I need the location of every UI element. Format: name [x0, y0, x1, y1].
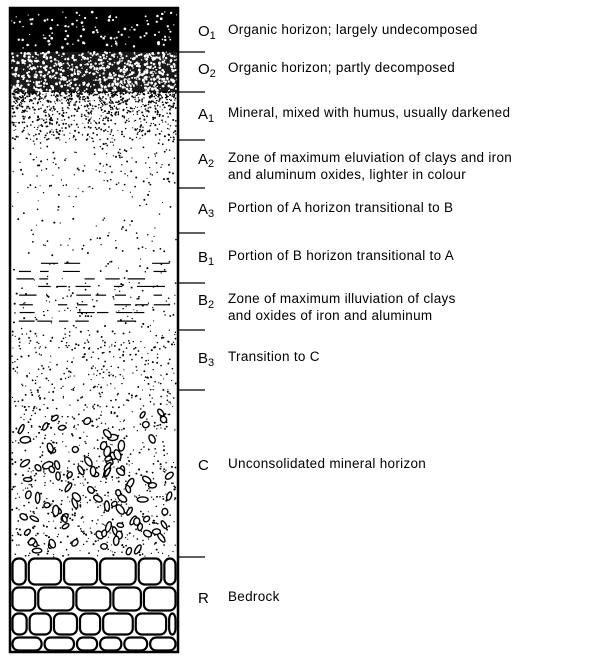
profile-fills [9, 8, 178, 651]
horizon-description: Unconsolidated mineral horizon [228, 456, 427, 471]
horizon-description: Zone of maximum eluviation of clays and iron [228, 150, 513, 165]
horizon-letter: A [198, 201, 209, 218]
horizon-subscript: 1 [208, 113, 215, 125]
horizon-code [198, 591, 209, 607]
horizon-subscript: 1 [209, 30, 216, 42]
horizon-description: Portion of A horizon transitional to B [228, 200, 454, 215]
horizon-letter: B [198, 249, 209, 266]
horizon-description: Mineral, mixed with humus, usually darkened [228, 105, 511, 120]
b2-dashes [19, 286, 169, 321]
horizon-description: Transition to C [228, 349, 320, 364]
horizon-letter: O [198, 23, 210, 40]
horizon-description: Organic horizon; partly decomposed [228, 60, 456, 75]
profile-column-outline [10, 8, 178, 652]
horizon-code [198, 458, 209, 474]
b1-stipple [13, 232, 177, 284]
horizon-subscript: 1 [208, 256, 215, 268]
horizon-code [198, 202, 214, 222]
b2-stipple [13, 282, 176, 329]
horizon-description: Organic horizon; largely undecomposed [228, 22, 478, 37]
horizon-description: Portion of B horizon transitional to A [228, 248, 455, 263]
horizon-letter: O [198, 61, 210, 78]
horizon-subscript: 2 [209, 68, 216, 80]
b1-dashes [17, 263, 170, 279]
horizon-code [198, 351, 214, 371]
horizon-code [198, 250, 214, 270]
horizon-letter: C [198, 457, 209, 474]
horizon-letter: R [198, 590, 209, 607]
a2-stipple [12, 140, 175, 188]
horizon-code [198, 152, 214, 172]
horizon-letter: B [198, 292, 209, 309]
horizon-description: Bedrock [228, 589, 280, 604]
horizon-subscript: 3 [208, 357, 215, 369]
horizon-subscript: 2 [208, 299, 215, 311]
horizon-code [198, 24, 216, 44]
horizon-letter: A [198, 151, 209, 168]
r-bedrock-blocks [13, 559, 176, 651]
horizon-description: and aluminum oxides, lighter in colour [228, 167, 467, 182]
b3-stipple [11, 329, 176, 390]
horizon-letter: B [198, 350, 209, 367]
horizon-description: and oxides of iron and aluminum [228, 308, 433, 323]
horizon-code [198, 293, 214, 313]
a3-stipple [12, 188, 171, 234]
horizon-subscript: 3 [208, 208, 215, 220]
horizon-description: Zone of maximum illuviation of clays [228, 291, 456, 306]
horizon-subscript: 2 [208, 158, 215, 170]
horizon-code [198, 107, 214, 127]
horizon-letter: A [198, 106, 209, 123]
a1-stipple [11, 91, 176, 141]
horizon-code [198, 62, 216, 82]
